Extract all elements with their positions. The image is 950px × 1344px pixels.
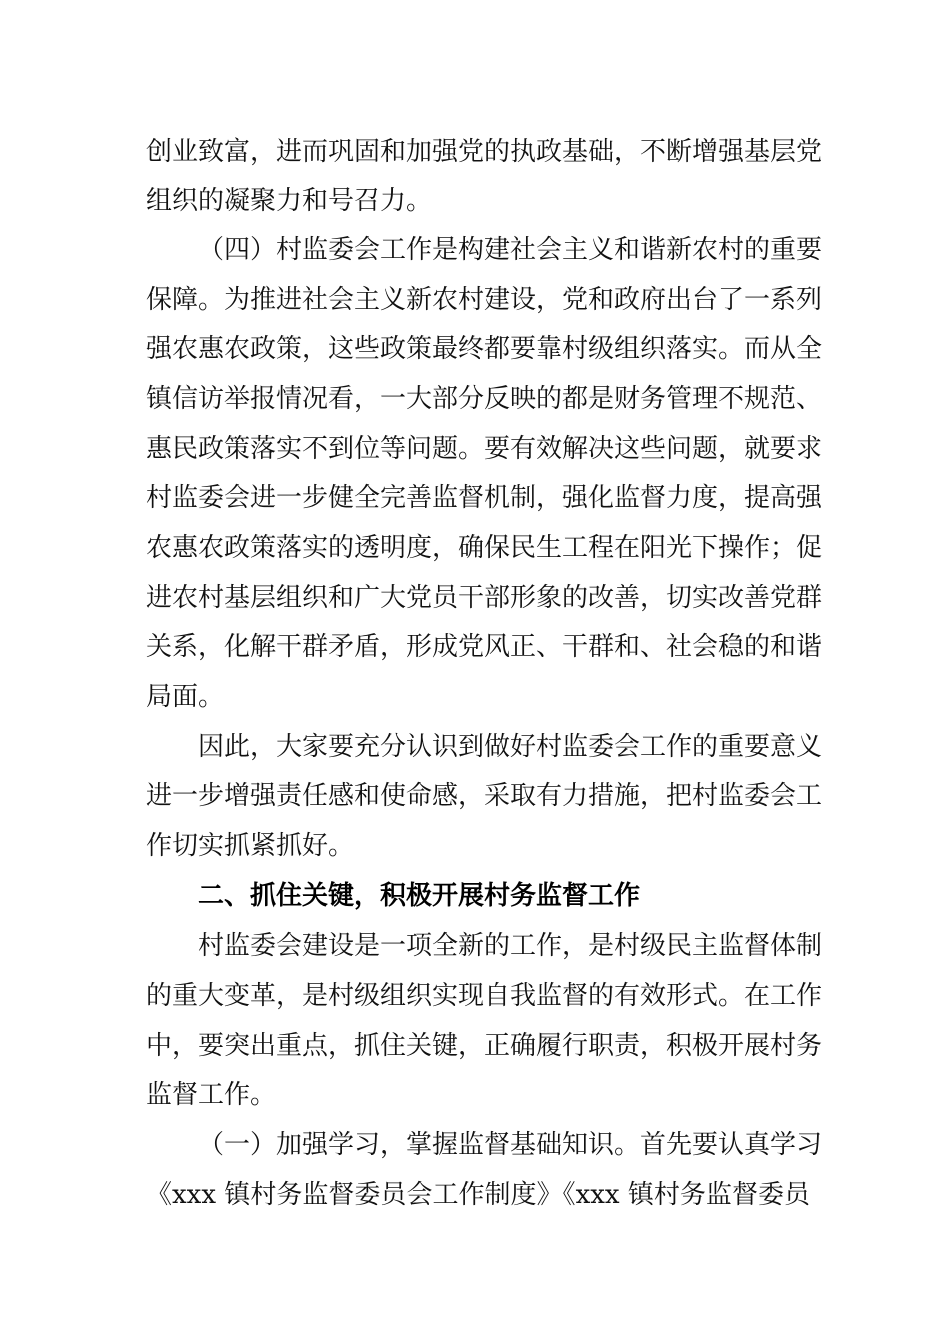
body-text-line: 《xxx 镇村务监督委员会工作制度》《xxx 镇村务监督委员 <box>146 1180 810 1210</box>
body-text-line: 组织的凝聚力和号召力。 <box>146 186 433 216</box>
body-text-line: 镇信访举报情况看，一大部分反映的都是财务管理不规范、 <box>146 384 823 414</box>
body-text-line: 农惠农政策落实的透明度，确保民生工程在阳光下操作；促 <box>146 533 823 563</box>
body-text-line: 村监委会进一步健全完善监督机制，强化监督力度，提高强 <box>146 483 823 513</box>
body-text-line: 关系，化解干群矛盾，形成党风正、干群和、社会稳的和谐 <box>146 632 823 662</box>
body-text-line: 局面。 <box>146 682 225 712</box>
body-text-line: 作切实抓紧抓好。 <box>146 831 355 861</box>
body-text-line: 惠民政策落实不到位等问题。要有效解决这些问题，就要求 <box>146 434 823 464</box>
body-text-line: 创业致富，进而巩固和加强党的执政基础，不断增强基层党 <box>146 137 823 167</box>
paragraph-first-line: （四）村监委会工作是构建社会主义和谐新农村的重要 <box>198 235 823 265</box>
section-heading: 二、抓住关键，积极开展村务监督工作 <box>198 881 641 911</box>
body-text-line: 进一步增强责任感和使命感，采取有力措施，把村监委会工 <box>146 781 823 811</box>
body-text-line: 保障。为推进社会主义新农村建设，党和政府出台了一系列 <box>146 285 823 315</box>
body-text-line: 的重大变革，是村级组织实现自我监督的有效形式。在工作 <box>146 981 823 1011</box>
body-text-line: 监督工作。 <box>146 1080 277 1110</box>
body-text-line: 中，要突出重点，抓住关键，正确履行职责，积极开展村务 <box>146 1031 823 1061</box>
paragraph-first-line: 村监委会建设是一项全新的工作，是村级民主监督体制 <box>198 931 823 961</box>
paragraph-first-line: 因此，大家要充分认识到做好村监委会工作的重要意义 <box>198 732 823 762</box>
body-text-line: 强农惠农政策，这些政策最终都要靠村级组织落实。而从全 <box>146 334 823 364</box>
paragraph-first-line: （一）加强学习，掌握监督基础知识。首先要认真学习 <box>198 1130 823 1160</box>
body-text-line: 进农村基层组织和广大党员干部形象的改善，切实改善党群 <box>146 583 823 613</box>
